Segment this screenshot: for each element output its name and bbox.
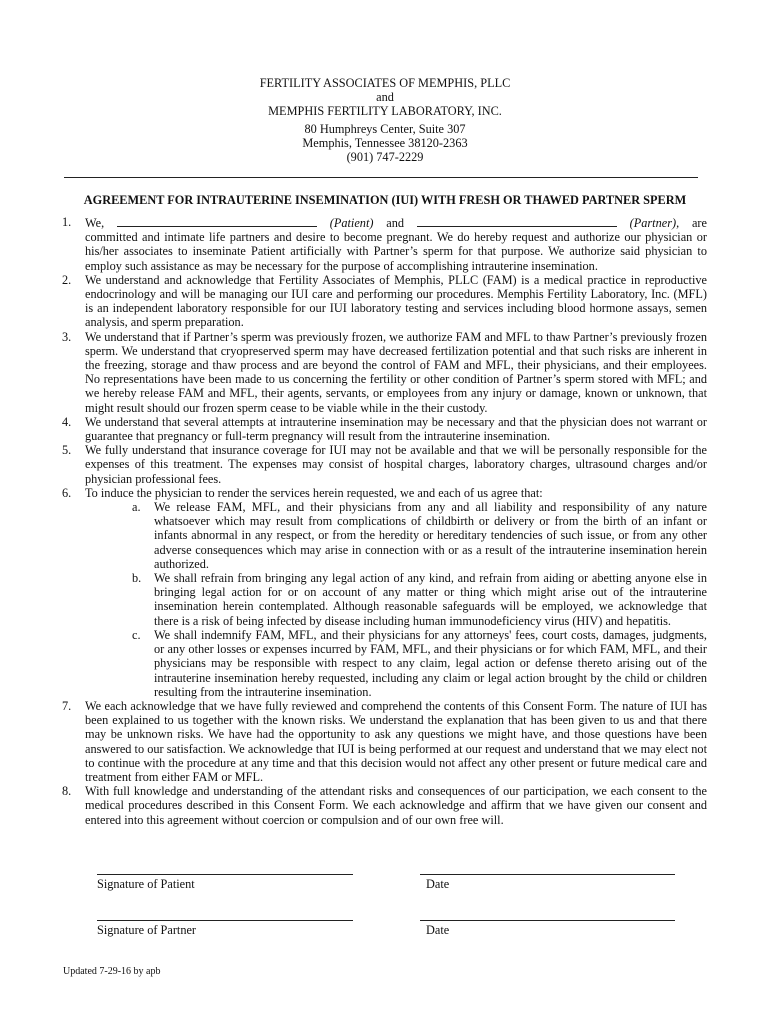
subclause-b [62,571,707,628]
org-name-2: MEMPHIS FERTILITY LABORATORY, INC. [268,104,502,118]
patient-signature-label: Signature of Patient [97,877,195,891]
agreement-body [62,215,707,827]
clause-2 [62,273,707,330]
partner-signature-line[interactable] [97,920,353,921]
clause-1-are: are [691,216,707,230]
clause-1-we: We, [85,216,105,230]
clause-number: 1. [62,215,72,229]
partner-name-field[interactable] [417,215,617,227]
clause-5 [62,443,707,486]
clause-text: We fully understand that insurance coverage for IUI may not be available and that we will be personally responsible for the expenses of this treatment. The expenses may consist of hospital charges, laboratory charges, ultrasound charges and/or physician professional fees. [85,443,707,486]
subclause-letter: a. [132,500,141,515]
clause-text: To induce the physician to render the services herein requested, we and each of us agree that: [85,485,543,500]
clause-8 [62,784,707,827]
clause-text: We each acknowledge that we have fully reviewed and comprehend the contents of this Consent Form. The nature of IUI has been explained to us together with the known risks. We understand the explanation that has been given to us and that there may be unknown risks. We have had the opportunity to ask any questions we might have, and those questions have been answered to our satisfaction. We acknowledge that IUI is being performed at our request and understand that we may elect not to continue with the procedure at any time and that this decision would not affect any other present or future medical care and treatment from either FAM or MFL. [85,698,707,784]
clause-1-and: and [386,216,405,230]
subclause-text: We shall refrain from bringing any legal action of any kind, and refrain from aiding or abetting anyone else in bringing legal action for or on account of any matter or thing which might arise out of the intrauterine insemination herein contemplated. Although reasonable safeguards will be employed, we acknowledge that there is a risk of being infected by disease including human immunodeficiency virus (HIV) and hepatitis. [154,571,707,628]
clause-4 [62,415,707,443]
partner-date-line[interactable] [420,920,675,921]
org-conjunction: and [376,90,394,104]
clause-number: 7. [62,698,72,713]
clause-1-text: committed and intimate life partners and desire to become pregnant. We do hereby request and authorize our physician or his/her associates to inseminate Patient artificially with Partner’s sperm for that purpose. We authorize said physician to employ such assistance as may be necessary for the purpose of accomplishing intrauterine insemination. [85,230,707,273]
document-title: AGREEMENT FOR INTRAUTERINE INSEMINATION (IUI) WITH FRESH OR THAWED PARTNER SPERM [83,193,687,207]
subclause-text: We shall indemnify FAM, MFL, and their physicians for any attorneys' fees, court costs, damages, judgments, or any other losses or expenses incurred by FAM, MFL, and their physicians or for which FAM, MFL, and their physicians may be responsible with respect to any claim, legal action or defense thereto arising out of the intrauterine insemination hereby requested, including any claim or legal action brought by the child or children resulting from the intrauterine insemination. [154,627,707,699]
subclause-c [62,628,707,699]
clause-3 [62,330,707,415]
clause-number: 5. [62,443,72,458]
address-line-1: 80 Humphreys Center, Suite 307 [304,122,466,136]
clause-number: 2. [62,272,72,287]
subclause-letter: b. [132,571,142,586]
clause-number: 3. [62,329,72,344]
patient-name-field[interactable] [117,215,317,227]
clause-text: With full knowledge and understanding of the attendant risks and consequences of our participation, we each consent to the medical procedures described in this Consent Form. We each acknowledge and affirm that we have given our consent and entered into this agreement without coercion or compulsion and of our own free will. [85,784,707,827]
patient-date-label: Date [426,877,450,891]
clause-number: 8. [62,784,72,799]
clause-text: We understand that if Partner’s sperm was previously frozen, we authorize FAM and MFL to thaw Partner’s previously frozen sperm. We understand that cryopreserved sperm may have decreased fertilization potential and that such risks are inherent in the freezing, storage and thaw process and are beyond the control of FAM and MFL, their physicians, and their employees. No representations have been made to us concerning the fertility or other condition of Partner’s sperm stored with MFL; and we hereby release FAM and MFL, their agents, servants, or employees from any injury or damage, known or unknown, that might result should our frozen sperm cease to be viable while in the their custody. [85,329,707,415]
partner-date-label: Date [426,923,450,937]
subclause-text: We release FAM, MFL, and their physicians from any and all liability and responsibility of any nature whatsoever which may result from complications of childbirth or delivery or from the birth of an infant or infants abnormal in any respect, or from the heredity or hereditary tendencies of such issue, or from any other adverse consequences which may arise in connection with or as a result of the intrauterine insemination herein authorized. [154,500,707,571]
partner-signature-label: Signature of Partner [97,923,197,937]
phone-number: (901) 747-2229 [346,150,424,164]
subclause-letter: c. [132,627,141,642]
patient-signature-line[interactable] [97,874,353,875]
partner-label: (Partner), [629,216,680,230]
clause-text: We understand and acknowledge that Fertility Associates of Memphis, PLLC (FAM) is a medical practice in reproductive endocrinology and will be managing our IUI care and performing our procedures. Memphis Fertility Laboratory, Inc. (MFL) is an independent laboratory responsible for our IUI laboratory testing and services including blood hormone assays, semen analysis, and sperm preparation. [85,272,707,330]
clause-7 [62,699,707,784]
patient-label: (Patient) [329,216,374,230]
subclause-a [62,500,707,571]
clause-text: We understand that several attempts at intrauterine insemination may be necessary and that the physician does not warrant or guarantee that pregnancy or full-term pregnancy will result from the intrauterine insemination. [85,414,707,444]
org-name-1: FERTILITY ASSOCIATES OF MEMPHIS, PLLC [259,76,511,90]
header-divider [64,177,698,178]
patient-date-line[interactable] [420,874,675,875]
clause-1 [62,215,707,273]
revision-note: Updated 7-29-16 by apb [63,966,161,977]
address-line-2: Memphis, Tennessee 38120-2363 [302,136,468,150]
clause-number: 6. [62,485,72,500]
clause-6 [62,486,707,500]
clause-number: 4. [62,414,72,429]
